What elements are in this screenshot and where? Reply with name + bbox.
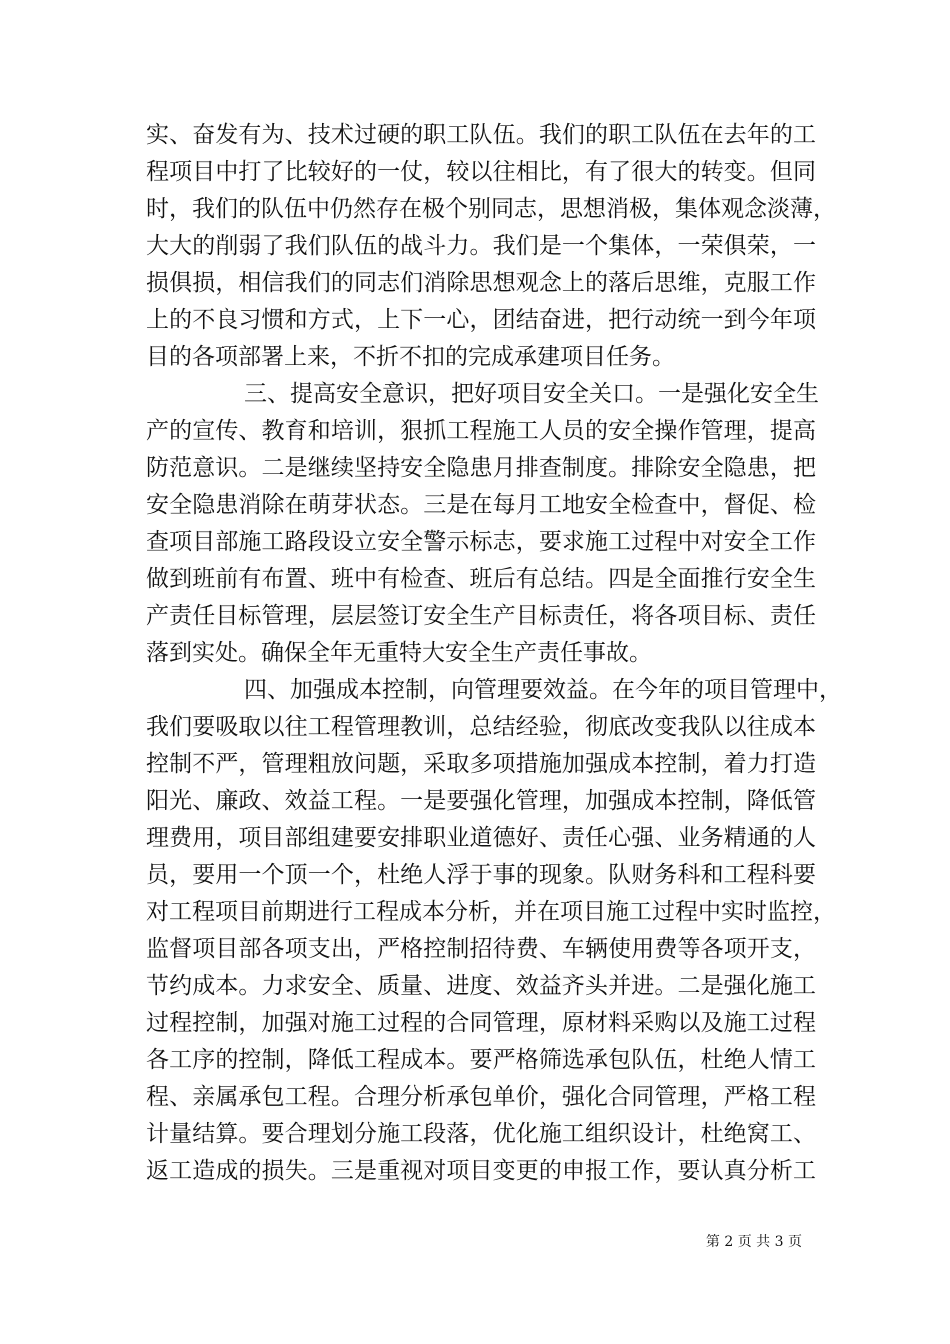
text-line: 程项目中打了比较好的一仗，较以往相比，有了很大的转变。但同 [146,159,816,185]
text-line: 上的不良习惯和方式，上下一心，团结奋进，把行动统一到今年项 [146,307,816,333]
text-line: 查项目部施工路段设立安全警示标志，要求施工过程中对安全工作 [146,529,816,555]
text-line: 落到实处。确保全年无重特大安全生产责任事故。 [146,640,652,666]
text-line: 理费用，项目部组建要安排职业道德好、责任心强、业务精通的人 [146,825,816,851]
text-line: 产的宣传、教育和培训，狠抓工程施工人员的安全操作管理，提高 [146,418,816,444]
text-line: 过程控制，加强对施工过程的合同管理，原材料采购以及施工过程 [146,1010,816,1036]
text-line: 监督项目部各项支出，严格控制招待费、车辆使用费等各项开支， [146,936,816,962]
text-line: 产责任目标管理，层层签订安全生产目标责任，将各项目标、责任 [146,603,816,629]
text-line: 实、奋发有为、技术过硬的职工队伍。我们的职工队伍在去年的工 [146,122,816,148]
text-line: 时，我们的队伍中仍然存在极个别同志，思想消极，集体观念淡薄， [146,196,836,222]
text-line: 各工序的控制，降低工程成本。要严格筛选承包队伍，杜绝人情工 [146,1047,816,1073]
text-line: 程、亲属承包工程。合理分析承包单价，强化合同管理，严格工程 [146,1084,816,1110]
paragraph-heading-four: 四、加强成本控制，向管理要效益。在今年的项目管理中， [244,677,842,703]
paragraph-heading-three: 三、提高安全意识，把好项目安全关口。一是强化安全生 [244,381,819,407]
text-line: 返工造成的损失。三是重视对项目变更的申报工作，要认真分析工 [146,1158,816,1184]
page-number-footer: 第 2 页 共 3 页 [705,1234,802,1250]
text-line: 控制不严，管理粗放问题，采取多项措施加强成本控制，着力打造 [146,751,816,777]
text-line: 防范意识。二是继续坚持安全隐患月排查制度。排除安全隐患，把 [146,455,816,481]
text-line: 计量结算。要合理划分施工段落，优化施工组织设计，杜绝窝工、 [146,1121,816,1147]
text-line: 员，要用一个顶一个，杜绝人浮于事的现象。队财务科和工程科要 [146,862,816,888]
text-line: 阳光、廉政、效益工程。一是要强化管理，加强成本控制，降低管 [146,788,816,814]
text-line: 损俱损，相信我们的同志们消除思想观念上的落后思维，克服工作 [146,270,816,296]
text-line: 我们要吸取以往工程管理教训，总结经验，彻底改变我队以往成本 [146,714,816,740]
text-line: 做到班前有布置、班中有检查、班后有总结。四是全面推行安全生 [146,566,816,592]
text-line: 对工程项目前期进行工程成本分析，并在项目施工过程中实时监控， [146,899,836,925]
text-line: 目的各项部署上来，不折不扣的完成承建项目任务。 [146,344,675,370]
text-line: 安全隐患消除在萌芽状态。三是在每月工地安全检查中，督促、检 [146,492,816,518]
text-line: 大大的削弱了我们队伍的战斗力。我们是一个集体，一荣俱荣，一 [146,233,816,259]
text-line: 节约成本。力求安全、质量、进度、效益齐头并进。二是强化施工 [146,973,816,999]
